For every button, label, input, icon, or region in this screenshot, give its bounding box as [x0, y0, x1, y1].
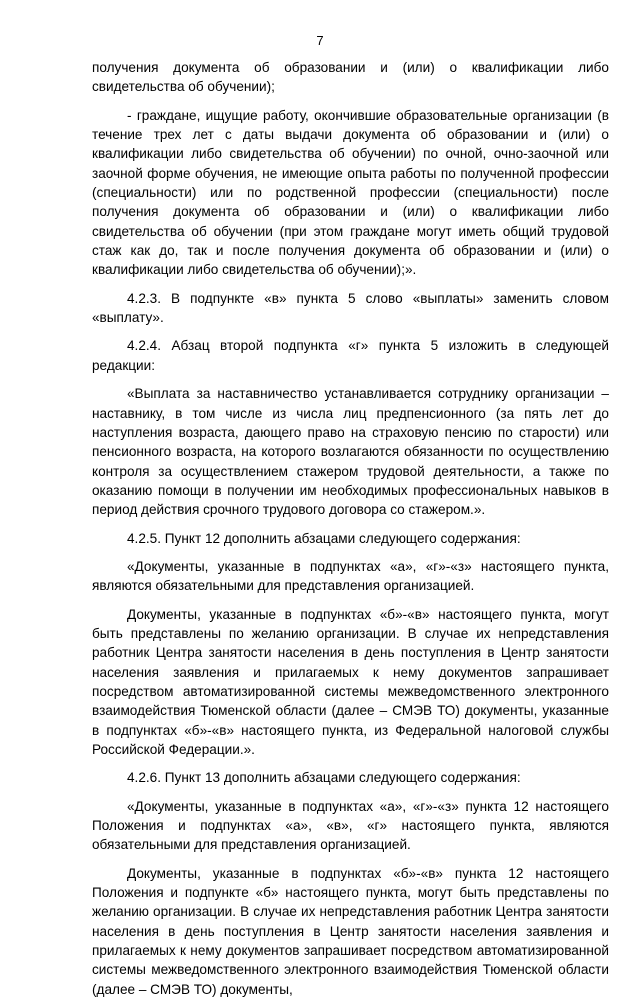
paragraph-4-2-5: 4.2.5. Пункт 12 дополнить абзацами следующего содержания:: [127, 530, 521, 546]
paragraph-4-2-6: 4.2.6. Пункт 13 дополнить абзацами следующего содержания:: [127, 770, 521, 786]
page-number: 7: [316, 33, 324, 48]
paragraph-4-2-4: 4.2.4. Абзац второй подпункта «г» пункта 5 изложить в следующей редакции:: [92, 338, 609, 373]
paragraph-continuation: получения документа об образовании и (или) о квалификации либо свидетельства об обучении);: [92, 60, 609, 95]
document-body: [92, 58, 609, 1008]
paragraph-4-2-3: 4.2.3. В подпункте «в» пункта 5 слово «выплаты» заменить словом «выплату».: [92, 290, 609, 326]
paragraph-job-seekers: - граждане, ищущие работу, окончившие образовательные организации (в течение трех лет с даты выдачи документа об образовании и (или) о квалификации либо свидетельства об обучении) по очной, очно-заочной или заочной форме обучения, не имеющие опыта работы по полученной профессии (специальности) или по родственной профессии (специальности) после получения документа об образовании и (или) о квалификации либо свидетельства об обучении (при этом граждане могут иметь общий трудовой стаж как до, так и после получения документа об образовании и (или) о квалификации либо свидетельства об обучении);».: [92, 107, 609, 278]
paragraph-mentorship-payment: «Выплата за наставничество устанавливается сотруднику организации – наставнику, в том числе из числа лиц предпенсионного (за пять лет до наступления возраста, дающего право на страховую пенсию по старости) или пенсионного возраста, на которого возлагаются обязанности по осуществлению контроля за осуществлением стажером трудовой деятельности, а также по оказанию помощи в получении им необходимых профессиональных навыков в период действия срочного трудового договора со стажером.».: [92, 386, 609, 518]
paragraph-optional-documents-12: Документы, указанные в подпунктах «б»-«в» настоящего пункта, могут быть представлены по желанию организации. В случае их непредставления работник Центра занятости населения в день поступления в Центр занятости населения заявления и прилагаемых к нему документов запрашивает посредством автоматизированной системы межведомственного электронного взаимодействия Тюменской области (далее – СМЭВ ТО) документы, указанные в подпунктах «б»-«в» настоящего пункта, из Федеральной налоговой службы Российской Федерации.».: [92, 606, 609, 757]
paragraph-mandatory-documents-12: «Документы, указанные в подпунктах «а», «г»-«з» настоящего пункта, являются обязательными для представления организацией.: [92, 558, 609, 594]
paragraph-optional-documents-13: Документы, указанные в подпунктах «б»-«в» пункта 12 настоящего Положения и подпункте «б» настоящего пункта, могут быть представлены по желанию организации. В случае их непредставления работник Центра занятости населения в день поступления в Центр занятости населения заявления и прилагаемых к нему документов запрашивает посредством автоматизированной системы межведомственного электронного взаимодействия Тюменской области (далее – СМЭВ ТО) документы,: [92, 865, 609, 997]
paragraph-mandatory-documents-13: «Документы, указанные в подпунктах «а», «г»-«з» пункта 12 настоящего Положения и подпунктах «а», «в», «г» настоящего пункта, являются обязательными для представления организацией.: [92, 798, 609, 853]
